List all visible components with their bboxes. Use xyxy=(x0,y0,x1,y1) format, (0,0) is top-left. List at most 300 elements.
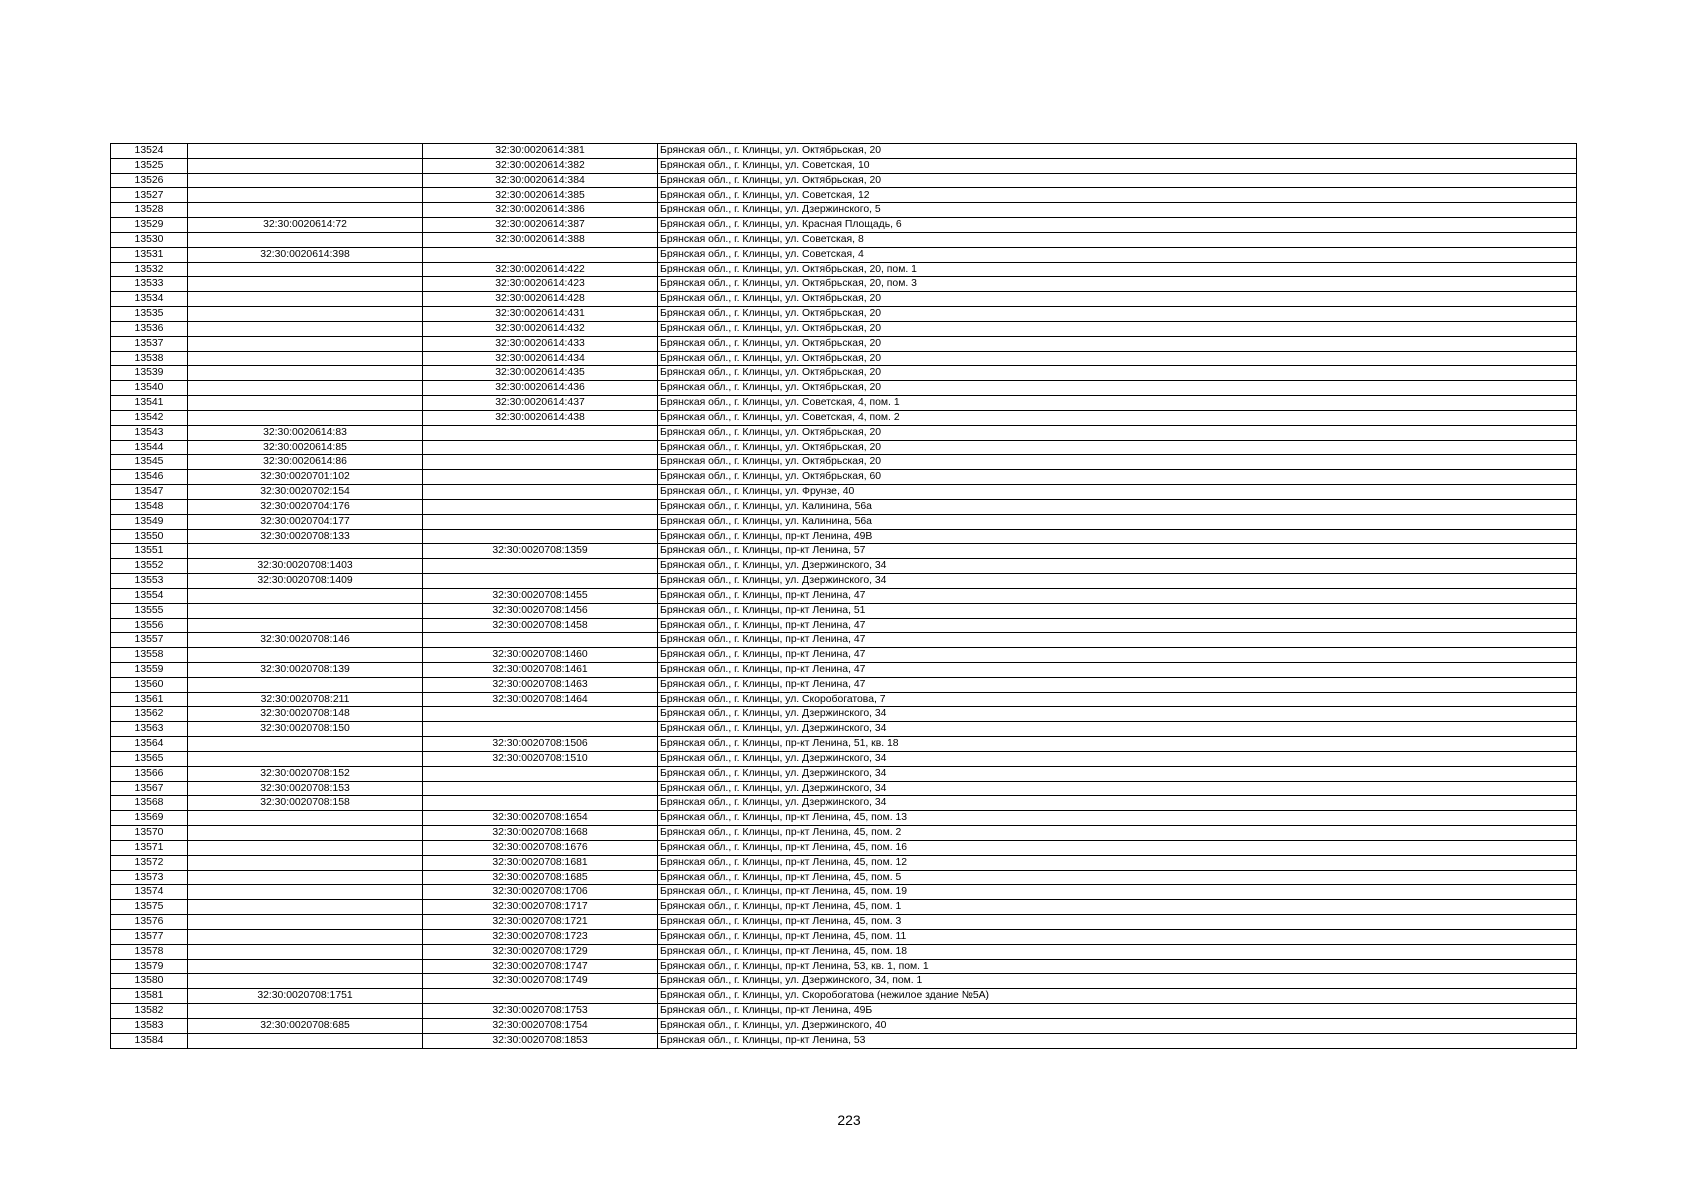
table-row xyxy=(111,292,1577,307)
cadastral-number-cell: 32:30:0020614:384 xyxy=(423,173,658,188)
cadastral-number-cell: 32:30:0020614:434 xyxy=(423,351,658,366)
table-row xyxy=(111,915,1577,930)
address-cell: Брянская обл., г. Клинцы, ул. Октябрьская, 20 xyxy=(658,425,1577,440)
row-number-cell: 13583 xyxy=(111,1018,188,1033)
cadastral-number-cell: 32:30:0020614:388 xyxy=(423,232,658,247)
address-cell: Брянская обл., г. Клинцы, ул. Скоробогатова, 7 xyxy=(658,692,1577,707)
address-cell: Брянская обл., г. Клинцы, пр-кт Ленина, 53 xyxy=(658,1033,1577,1048)
table-row xyxy=(111,232,1577,247)
table-row xyxy=(111,485,1577,500)
address-cell: Брянская обл., г. Клинцы, ул. Октябрьская, 20 xyxy=(658,336,1577,351)
row-number-cell: 13542 xyxy=(111,410,188,425)
cadastral-number-cell xyxy=(188,144,423,159)
address-cell: Брянская обл., г. Клинцы, пр-кт Ленина, 47 xyxy=(658,648,1577,663)
table-row xyxy=(111,796,1577,811)
cadastral-number-cell: 32:30:0020702:154 xyxy=(188,485,423,500)
address-cell: Брянская обл., г. Клинцы, ул. Октябрьская, 20 xyxy=(658,440,1577,455)
address-cell: Брянская обл., г. Клинцы, ул. Советская, 12 xyxy=(658,188,1577,203)
cadastral-number-cell: 32:30:0020701:102 xyxy=(188,470,423,485)
address-cell: Брянская обл., г. Клинцы, ул. Дзержинского, 40 xyxy=(658,1018,1577,1033)
cadastral-number-cell: 32:30:0020708:1749 xyxy=(423,974,658,989)
address-cell: Брянская обл., г. Клинцы, ул. Дзержинского, 34 xyxy=(658,766,1577,781)
address-cell: Брянская обл., г. Клинцы, ул. Дзержинского, 34 xyxy=(658,559,1577,574)
row-number-cell: 13543 xyxy=(111,425,188,440)
cadastral-number-cell: 32:30:0020708:1754 xyxy=(423,1018,658,1033)
address-cell: Брянская обл., г. Клинцы, ул. Дзержинского, 34 xyxy=(658,751,1577,766)
cadastral-number-cell: 32:30:0020614:435 xyxy=(423,366,658,381)
cadastral-number-cell: 32:30:0020708:1721 xyxy=(423,915,658,930)
cadastral-number-cell xyxy=(423,529,658,544)
table-row xyxy=(111,455,1577,470)
address-cell: Брянская обл., г. Клинцы, пр-кт Ленина, 49В xyxy=(658,529,1577,544)
cadastral-number-cell xyxy=(188,885,423,900)
cadastral-number-cell: 32:30:0020708:1510 xyxy=(423,751,658,766)
row-number-cell: 13557 xyxy=(111,633,188,648)
cadastral-number-cell: 32:30:0020708:1506 xyxy=(423,737,658,752)
address-cell: Брянская обл., г. Клинцы, ул. Дзержинского, 34 xyxy=(658,722,1577,737)
cadastral-number-cell xyxy=(188,915,423,930)
table-row xyxy=(111,410,1577,425)
row-number-cell: 13536 xyxy=(111,321,188,336)
table-row xyxy=(111,929,1577,944)
row-number-cell: 13582 xyxy=(111,1004,188,1019)
table-row xyxy=(111,900,1577,915)
row-number-cell: 13567 xyxy=(111,781,188,796)
address-cell: Брянская обл., г. Клинцы, ул. Фрунзе, 40 xyxy=(658,485,1577,500)
table-row xyxy=(111,974,1577,989)
cadastral-number-cell xyxy=(188,618,423,633)
address-cell: Брянская обл., г. Клинцы, пр-кт Ленина, 47 xyxy=(658,618,1577,633)
cadastral-number-cell: 32:30:0020708:1461 xyxy=(423,662,658,677)
table-row xyxy=(111,633,1577,648)
address-cell: Брянская обл., г. Клинцы, ул. Советская, 4, пом. 1 xyxy=(658,396,1577,411)
address-cell: Брянская обл., г. Клинцы, пр-кт Ленина, 57 xyxy=(658,544,1577,559)
cadastral-number-cell: 32:30:0020708:1676 xyxy=(423,840,658,855)
table-row xyxy=(111,188,1577,203)
table-row xyxy=(111,603,1577,618)
cadastral-number-cell: 32:30:0020708:1723 xyxy=(423,929,658,944)
row-number-cell: 13529 xyxy=(111,218,188,233)
cadastral-number-cell xyxy=(423,440,658,455)
address-cell: Брянская обл., г. Клинцы, пр-кт Ленина, 45, пом. 16 xyxy=(658,840,1577,855)
row-number-cell: 13571 xyxy=(111,840,188,855)
cadastral-number-cell: 32:30:0020708:1403 xyxy=(188,559,423,574)
cadastral-number-cell: 32:30:0020708:1359 xyxy=(423,544,658,559)
address-cell: Брянская обл., г. Клинцы, ул. Октябрьская, 20 xyxy=(658,321,1577,336)
address-cell: Брянская обл., г. Клинцы, пр-кт Ленина, 45, пом. 1 xyxy=(658,900,1577,915)
row-number-cell: 13547 xyxy=(111,485,188,500)
row-number-cell: 13554 xyxy=(111,588,188,603)
cadastral-number-cell: 32:30:0020708:1654 xyxy=(423,811,658,826)
table-row xyxy=(111,247,1577,262)
page-number: 223 xyxy=(837,1112,861,1128)
row-number-cell: 13552 xyxy=(111,559,188,574)
cadastral-number-cell xyxy=(188,277,423,292)
cadastral-number-cell: 32:30:0020708:1753 xyxy=(423,1004,658,1019)
table-row xyxy=(111,826,1577,841)
cadastral-number-cell xyxy=(423,707,658,722)
table-row xyxy=(111,321,1577,336)
cadastral-number-cell xyxy=(188,944,423,959)
table-row xyxy=(111,840,1577,855)
address-cell: Брянская обл., г. Клинцы, ул. Дзержинского, 34 xyxy=(658,781,1577,796)
address-cell: Брянская обл., г. Клинцы, пр-кт Ленина, 51 xyxy=(658,603,1577,618)
table-row xyxy=(111,618,1577,633)
address-cell: Брянская обл., г. Клинцы, пр-кт Ленина, 47 xyxy=(658,662,1577,677)
cadastral-number-cell xyxy=(188,410,423,425)
cadastral-number-cell xyxy=(423,781,658,796)
table-row xyxy=(111,944,1577,959)
row-number-cell: 13565 xyxy=(111,751,188,766)
cadastral-number-cell: 32:30:0020708:153 xyxy=(188,781,423,796)
table-row xyxy=(111,440,1577,455)
cadastral-number-cell: 32:30:0020708:1458 xyxy=(423,618,658,633)
cadastral-number-cell: 32:30:0020614:72 xyxy=(188,218,423,233)
address-cell: Брянская обл., г. Клинцы, ул. Скоробогатова (нежилое здание №5А) xyxy=(658,989,1577,1004)
cadastral-number-cell xyxy=(423,455,658,470)
cadastral-number-cell xyxy=(188,959,423,974)
cadastral-number-cell: 32:30:0020708:1463 xyxy=(423,677,658,692)
table-row xyxy=(111,1033,1577,1048)
cadastral-number-cell: 32:30:0020614:433 xyxy=(423,336,658,351)
cadastral-number-cell xyxy=(188,648,423,663)
address-cell: Брянская обл., г. Клинцы, пр-кт Ленина, 53, кв. 1, пом. 1 xyxy=(658,959,1577,974)
row-number-cell: 13576 xyxy=(111,915,188,930)
row-number-cell: 13566 xyxy=(111,766,188,781)
row-number-cell: 13531 xyxy=(111,247,188,262)
row-number-cell: 13550 xyxy=(111,529,188,544)
row-number-cell: 13530 xyxy=(111,232,188,247)
row-number-cell: 13525 xyxy=(111,158,188,173)
row-number-cell: 13541 xyxy=(111,396,188,411)
cadastral-number-cell xyxy=(188,1004,423,1019)
cadastral-number-cell xyxy=(188,811,423,826)
cadastral-number-cell xyxy=(423,559,658,574)
table-row xyxy=(111,781,1577,796)
cadastral-number-cell xyxy=(423,485,658,500)
cadastral-number-cell xyxy=(188,826,423,841)
cadastral-number-cell xyxy=(188,307,423,322)
cadastral-number-cell xyxy=(423,722,658,737)
cadastral-number-cell xyxy=(188,737,423,752)
row-number-cell: 13528 xyxy=(111,203,188,218)
cadastral-number-cell: 32:30:0020614:432 xyxy=(423,321,658,336)
cadastral-number-cell: 32:30:0020614:387 xyxy=(423,218,658,233)
cadastral-number-cell xyxy=(423,633,658,648)
row-number-cell: 13562 xyxy=(111,707,188,722)
address-cell: Брянская обл., г. Клинцы, ул. Советская, 4, пом. 2 xyxy=(658,410,1577,425)
cadastral-number-cell xyxy=(188,158,423,173)
table-row xyxy=(111,959,1577,974)
row-number-cell: 13532 xyxy=(111,262,188,277)
table-row xyxy=(111,307,1577,322)
row-number-cell: 13564 xyxy=(111,737,188,752)
cadastral-number-cell xyxy=(188,870,423,885)
table-row xyxy=(111,885,1577,900)
address-cell: Брянская обл., г. Клинцы, пр-кт Ленина, 45, пом. 5 xyxy=(658,870,1577,885)
row-number-cell: 13559 xyxy=(111,662,188,677)
row-number-cell: 13546 xyxy=(111,470,188,485)
cadastral-number-cell xyxy=(188,203,423,218)
address-cell: Брянская обл., г. Клинцы, пр-кт Ленина, 49Б xyxy=(658,1004,1577,1019)
address-cell: Брянская обл., г. Клинцы, ул. Советская, 10 xyxy=(658,158,1577,173)
cadastral-number-cell xyxy=(188,321,423,336)
table-row xyxy=(111,692,1577,707)
table-row xyxy=(111,588,1577,603)
cadastral-number-cell: 32:30:0020704:176 xyxy=(188,499,423,514)
cadastral-number-cell: 32:30:0020614:86 xyxy=(188,455,423,470)
row-number-cell: 13573 xyxy=(111,870,188,885)
cadastral-number-cell xyxy=(188,603,423,618)
row-number-cell: 13549 xyxy=(111,514,188,529)
table-row xyxy=(111,574,1577,589)
cadastral-number-cell: 32:30:0020708:1853 xyxy=(423,1033,658,1048)
table-row xyxy=(111,203,1577,218)
table-row xyxy=(111,514,1577,529)
address-cell: Брянская обл., г. Клинцы, ул. Советская, 4 xyxy=(658,247,1577,262)
address-cell: Брянская обл., г. Клинцы, пр-кт Ленина, 45, пом. 2 xyxy=(658,826,1577,841)
row-number-cell: 13545 xyxy=(111,455,188,470)
address-cell: Брянская обл., г. Клинцы, пр-кт Ленина, 47 xyxy=(658,588,1577,603)
cadastral-number-cell: 32:30:0020708:148 xyxy=(188,707,423,722)
row-number-cell: 13558 xyxy=(111,648,188,663)
row-number-cell: 13524 xyxy=(111,144,188,159)
cadastral-number-cell: 32:30:0020614:381 xyxy=(423,144,658,159)
cadastral-number-cell xyxy=(423,247,658,262)
cadastral-number-cell: 32:30:0020614:385 xyxy=(423,188,658,203)
row-number-cell: 13544 xyxy=(111,440,188,455)
address-cell: Брянская обл., г. Клинцы, ул. Октябрьская, 20 xyxy=(658,455,1577,470)
cadastral-number-cell xyxy=(188,396,423,411)
table-row xyxy=(111,144,1577,159)
cadastral-number-cell xyxy=(188,677,423,692)
cadastral-number-cell: 32:30:0020704:177 xyxy=(188,514,423,529)
cadastral-number-cell: 32:30:0020614:85 xyxy=(188,440,423,455)
address-cell: Брянская обл., г. Клинцы, ул. Красная Площадь, 6 xyxy=(658,218,1577,233)
address-cell: Брянская обл., г. Клинцы, ул. Октябрьская, 20 xyxy=(658,307,1577,322)
table-row xyxy=(111,470,1577,485)
cadastral-number-cell: 32:30:0020708:146 xyxy=(188,633,423,648)
row-number-cell: 13584 xyxy=(111,1033,188,1048)
row-number-cell: 13579 xyxy=(111,959,188,974)
cadastral-number-cell xyxy=(188,544,423,559)
cadastral-number-cell: 32:30:0020708:150 xyxy=(188,722,423,737)
table-row xyxy=(111,662,1577,677)
row-number-cell: 13540 xyxy=(111,381,188,396)
cadastral-number-cell xyxy=(188,173,423,188)
cadastral-number-cell: 32:30:0020614:83 xyxy=(188,425,423,440)
row-number-cell: 13553 xyxy=(111,574,188,589)
cadastral-number-cell xyxy=(188,855,423,870)
row-number-cell: 13580 xyxy=(111,974,188,989)
cadastral-number-cell: 32:30:0020708:1747 xyxy=(423,959,658,974)
address-cell: Брянская обл., г. Клинцы, ул. Дзержинского, 34, пом. 1 xyxy=(658,974,1577,989)
row-number-cell: 13561 xyxy=(111,692,188,707)
table-row xyxy=(111,529,1577,544)
row-number-cell: 13569 xyxy=(111,811,188,826)
cadastral-number-cell xyxy=(188,381,423,396)
row-number-cell: 13555 xyxy=(111,603,188,618)
row-number-cell: 13539 xyxy=(111,366,188,381)
address-cell: Брянская обл., г. Клинцы, ул. Октябрьская, 20 xyxy=(658,292,1577,307)
cadastral-number-cell: 32:30:0020614:398 xyxy=(188,247,423,262)
cadastral-number-cell xyxy=(423,574,658,589)
cadastral-number-cell xyxy=(188,751,423,766)
row-number-cell: 13577 xyxy=(111,929,188,944)
table-row xyxy=(111,989,1577,1004)
table-row xyxy=(111,707,1577,722)
cadastral-number-cell xyxy=(188,292,423,307)
cadastral-number-cell: 32:30:0020708:211 xyxy=(188,692,423,707)
row-number-cell: 13538 xyxy=(111,351,188,366)
cadastral-number-cell: 32:30:0020614:422 xyxy=(423,262,658,277)
address-cell: Брянская обл., г. Клинцы, ул. Октябрьская, 20 xyxy=(658,144,1577,159)
address-cell: Брянская обл., г. Клинцы, ул. Дзержинского, 34 xyxy=(658,574,1577,589)
cadastral-number-cell xyxy=(423,470,658,485)
cadastral-number-cell: 32:30:0020614:438 xyxy=(423,410,658,425)
address-cell: Брянская обл., г. Клинцы, ул. Октябрьская, 20 xyxy=(658,351,1577,366)
row-number-cell: 13560 xyxy=(111,677,188,692)
cadastral-number-cell xyxy=(423,514,658,529)
address-cell: Брянская обл., г. Клинцы, пр-кт Ленина, 47 xyxy=(658,633,1577,648)
cadastral-number-cell xyxy=(423,499,658,514)
cadastral-number-cell: 32:30:0020708:1464 xyxy=(423,692,658,707)
address-cell: Брянская обл., г. Клинцы, ул. Калинина, 56а xyxy=(658,514,1577,529)
row-number-cell: 13535 xyxy=(111,307,188,322)
cadastral-number-cell xyxy=(188,588,423,603)
address-cell: Брянская обл., г. Клинцы, ул. Дзержинского, 34 xyxy=(658,796,1577,811)
cadastral-number-cell: 32:30:0020708:133 xyxy=(188,529,423,544)
table-row xyxy=(111,381,1577,396)
address-cell: Брянская обл., г. Клинцы, пр-кт Ленина, 45, пом. 12 xyxy=(658,855,1577,870)
table-row xyxy=(111,559,1577,574)
cadastral-number-cell xyxy=(188,188,423,203)
cadastral-number-cell xyxy=(188,840,423,855)
table-row xyxy=(111,158,1577,173)
cadastral-number-cell: 32:30:0020708:1706 xyxy=(423,885,658,900)
row-number-cell: 13527 xyxy=(111,188,188,203)
address-cell: Брянская обл., г. Клинцы, ул. Калинина, 56а xyxy=(658,499,1577,514)
address-cell: Брянская обл., г. Клинцы, пр-кт Ленина, 45, пом. 11 xyxy=(658,929,1577,944)
cadastral-number-cell: 32:30:0020708:1456 xyxy=(423,603,658,618)
row-number-cell: 13574 xyxy=(111,885,188,900)
address-cell: Брянская обл., г. Клинцы, ул. Советская, 8 xyxy=(658,232,1577,247)
address-cell: Брянская обл., г. Клинцы, ул. Октябрьская, 20 xyxy=(658,366,1577,381)
cadastral-number-cell: 32:30:0020708:1729 xyxy=(423,944,658,959)
cadastral-number-cell: 32:30:0020708:1460 xyxy=(423,648,658,663)
table-row xyxy=(111,425,1577,440)
table-row xyxy=(111,811,1577,826)
cadastral-number-cell: 32:30:0020708:1409 xyxy=(188,574,423,589)
cadastral-number-cell xyxy=(423,425,658,440)
address-cell: Брянская обл., г. Клинцы, ул. Октябрьская, 20 xyxy=(658,173,1577,188)
row-number-cell: 13548 xyxy=(111,499,188,514)
cadastral-number-cell: 32:30:0020614:436 xyxy=(423,381,658,396)
address-cell: Брянская обл., г. Клинцы, ул. Октябрьская, 20, пом. 3 xyxy=(658,277,1577,292)
table-row xyxy=(111,262,1577,277)
row-number-cell: 13534 xyxy=(111,292,188,307)
table-row xyxy=(111,751,1577,766)
row-number-cell: 13563 xyxy=(111,722,188,737)
table-row xyxy=(111,218,1577,233)
table-row xyxy=(111,277,1577,292)
cadastral-number-cell xyxy=(188,929,423,944)
table-row xyxy=(111,396,1577,411)
cadastral-number-cell xyxy=(423,989,658,1004)
row-number-cell: 13568 xyxy=(111,796,188,811)
table-row xyxy=(111,677,1577,692)
row-number-cell: 13575 xyxy=(111,900,188,915)
table-row xyxy=(111,499,1577,514)
cadastral-number-cell: 32:30:0020614:428 xyxy=(423,292,658,307)
registry-table xyxy=(110,143,1577,1049)
cadastral-number-cell xyxy=(188,1033,423,1048)
registry-table-body xyxy=(111,144,1577,1049)
table-row xyxy=(111,366,1577,381)
cadastral-number-cell: 32:30:0020708:1455 xyxy=(423,588,658,603)
cadastral-number-cell: 32:30:0020708:1685 xyxy=(423,870,658,885)
cadastral-number-cell xyxy=(188,900,423,915)
cadastral-number-cell xyxy=(423,796,658,811)
cadastral-number-cell xyxy=(188,351,423,366)
table-row xyxy=(111,737,1577,752)
cadastral-number-cell: 32:30:0020708:1751 xyxy=(188,989,423,1004)
cadastral-number-cell: 32:30:0020708:685 xyxy=(188,1018,423,1033)
cadastral-number-cell xyxy=(188,366,423,381)
cadastral-number-cell xyxy=(423,766,658,781)
cadastral-number-cell: 32:30:0020614:423 xyxy=(423,277,658,292)
cadastral-number-cell: 32:30:0020708:1717 xyxy=(423,900,658,915)
cadastral-number-cell xyxy=(188,262,423,277)
row-number-cell: 13537 xyxy=(111,336,188,351)
address-cell: Брянская обл., г. Клинцы, пр-кт Ленина, 45, пом. 19 xyxy=(658,885,1577,900)
address-cell: Брянская обл., г. Клинцы, ул. Октябрьская, 20 xyxy=(658,381,1577,396)
table-row xyxy=(111,544,1577,559)
cadastral-number-cell: 32:30:0020614:437 xyxy=(423,396,658,411)
table-row xyxy=(111,1018,1577,1033)
row-number-cell: 13526 xyxy=(111,173,188,188)
address-cell: Брянская обл., г. Клинцы, пр-кт Ленина, 45, пом. 18 xyxy=(658,944,1577,959)
cadastral-number-cell xyxy=(188,336,423,351)
address-cell: Брянская обл., г. Клинцы, ул. Дзержинского, 34 xyxy=(658,707,1577,722)
cadastral-number-cell: 32:30:0020708:1681 xyxy=(423,855,658,870)
cadastral-number-cell: 32:30:0020708:1668 xyxy=(423,826,658,841)
table-row xyxy=(111,336,1577,351)
cadastral-number-cell: 32:30:0020614:382 xyxy=(423,158,658,173)
cadastral-number-cell: 32:30:0020614:386 xyxy=(423,203,658,218)
table-row xyxy=(111,1004,1577,1019)
cadastral-number-cell: 32:30:0020708:158 xyxy=(188,796,423,811)
address-cell: Брянская обл., г. Клинцы, пр-кт Ленина, 47 xyxy=(658,677,1577,692)
cadastral-number-cell xyxy=(188,232,423,247)
table-row xyxy=(111,648,1577,663)
address-cell: Брянская обл., г. Клинцы, ул. Октябрьская, 60 xyxy=(658,470,1577,485)
row-number-cell: 13551 xyxy=(111,544,188,559)
table-row xyxy=(111,870,1577,885)
table-row xyxy=(111,173,1577,188)
address-cell: Брянская обл., г. Клинцы, пр-кт Ленина, 45, пом. 3 xyxy=(658,915,1577,930)
row-number-cell: 13556 xyxy=(111,618,188,633)
row-number-cell: 13533 xyxy=(111,277,188,292)
cadastral-number-cell: 32:30:0020708:139 xyxy=(188,662,423,677)
table-row xyxy=(111,766,1577,781)
table-row xyxy=(111,351,1577,366)
cadastral-number-cell: 32:30:0020708:152 xyxy=(188,766,423,781)
row-number-cell: 13570 xyxy=(111,826,188,841)
address-cell: Брянская обл., г. Клинцы, ул. Дзержинского, 5 xyxy=(658,203,1577,218)
cadastral-number-cell xyxy=(188,974,423,989)
address-cell: Брянская обл., г. Клинцы, пр-кт Ленина, 51, кв. 18 xyxy=(658,737,1577,752)
